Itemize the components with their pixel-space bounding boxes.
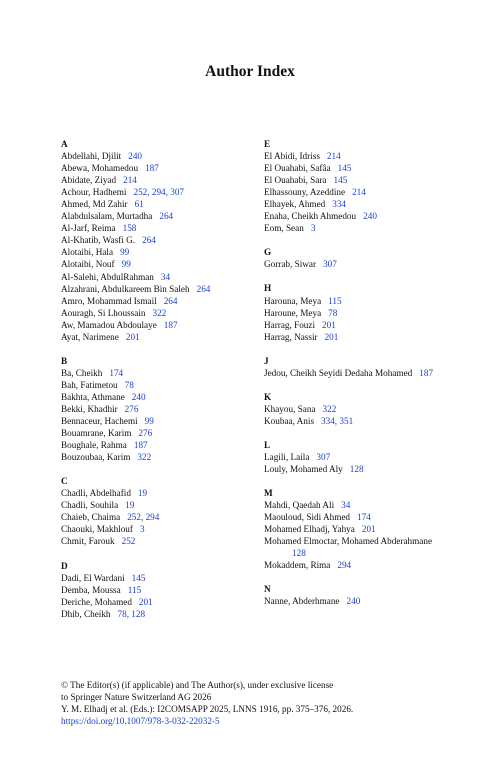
author-name: Dhib, Cheikh	[61, 608, 111, 619]
author-entry	[61, 271, 266, 283]
page-reference-link[interactable]: 34	[160, 271, 171, 282]
author-entry	[61, 523, 266, 535]
page-reference-link[interactable]: 201	[361, 524, 376, 535]
page-title: Author Index	[205, 63, 295, 80]
page-reference-link[interactable]: 99	[120, 247, 130, 258]
index-group-g	[264, 246, 494, 270]
author-entry	[61, 439, 266, 451]
page-reference-link[interactable]: 187	[133, 440, 148, 451]
author-name: Harrag, Fouzi	[264, 319, 316, 330]
page-reference-link[interactable]: 252, 294	[127, 512, 160, 523]
author-name: Elhayek, Ahmed	[264, 199, 326, 210]
author-name: Boughale, Rahma	[61, 440, 127, 451]
author-entry	[264, 367, 494, 379]
index-letter-heading: L	[264, 439, 271, 450]
author-name: Khayou, Sana	[264, 403, 316, 414]
author-name: Bah, Fatimetou	[61, 379, 118, 390]
author-name: Ba, Cheikh	[61, 367, 103, 378]
author-entry	[61, 210, 266, 222]
author-entry	[61, 427, 266, 439]
author-entry	[61, 174, 266, 186]
publisher-line: to Springer Nature Switzerland AG 2026	[61, 692, 212, 703]
page-reference-link[interactable]: 214	[326, 151, 341, 162]
author-name: Ayat, Narimene	[61, 331, 119, 342]
author-entry	[264, 451, 494, 463]
page-reference-link[interactable]: 276	[138, 428, 153, 439]
index-group-l	[264, 439, 494, 475]
page-reference-link[interactable]: 240	[346, 596, 361, 607]
author-entry	[264, 559, 494, 571]
author-name: Abdellahi, Djilit	[61, 151, 122, 162]
author-name: Mokaddem, Rima	[264, 560, 331, 571]
author-entry	[264, 174, 494, 186]
author-entry	[264, 222, 494, 234]
page-reference-link[interactable]: 61	[134, 199, 144, 210]
index-letter-heading: N	[264, 584, 271, 595]
author-name: Mohamed Elhadj, Yahya	[264, 524, 355, 535]
page-reference-link[interactable]: 3	[310, 223, 316, 234]
index-column-left	[61, 138, 266, 632]
author-name: Bakhta, Athmane	[61, 391, 125, 402]
index-group-c	[61, 475, 266, 547]
author-name: Gorrab, Siwar	[264, 259, 317, 270]
author-name: Enaha, Cheikh Ahmedou	[264, 211, 357, 222]
author-name: Al-Jarf, Reima	[61, 223, 116, 234]
index-letter-heading: A	[61, 139, 68, 149]
author-entry	[61, 572, 266, 584]
index-group-b	[61, 355, 266, 463]
author-name: Chaieb, Chaima	[61, 512, 121, 523]
author-entry	[264, 403, 494, 415]
author-name: Chmit, Farouk	[61, 536, 115, 547]
page-reference-link[interactable]: 264	[159, 211, 174, 222]
author-name: Chadli, Abdelhafid	[61, 488, 131, 499]
author-entry	[61, 246, 266, 258]
citation-line: Y. M. Elhadj et al. (Eds.): I2COMSAPP 2025, LNNS 1916, pp. 375–376, 2026.	[61, 704, 354, 715]
page-reference-link[interactable]: 78	[328, 307, 338, 318]
page-reference-link[interactable]: 307	[323, 259, 337, 270]
author-entry	[61, 487, 266, 499]
author-entry	[61, 415, 266, 427]
author-name: Harouna, Meya	[264, 295, 322, 306]
index-group-e	[264, 138, 494, 234]
index-group-j	[264, 355, 494, 379]
doi-link[interactable]: https://doi.org/10.1007/978-3-032-22032-5	[61, 716, 220, 727]
page-reference-link[interactable]: 187	[145, 163, 159, 174]
page-reference-link[interactable]: 145	[337, 163, 352, 174]
author-name: Haroune, Meya	[264, 307, 322, 318]
author-name: Abidate, Ziyad	[61, 175, 117, 186]
author-name: Abewa, Mohamedou	[61, 163, 139, 174]
index-group-a	[61, 138, 266, 343]
author-entry	[264, 535, 494, 559]
author-entry	[264, 258, 494, 270]
page-reference-link[interactable]: 214	[123, 175, 137, 186]
page-reference-link[interactable]: 99	[121, 259, 131, 270]
author-entry	[264, 595, 494, 607]
page-reference-link[interactable]: 128	[349, 464, 364, 475]
page-reference-link[interactable]: 240	[128, 151, 143, 162]
copyright-footer	[61, 679, 353, 727]
index-group-d	[61, 560, 266, 620]
page-reference-link[interactable]: 201	[125, 331, 140, 342]
author-name: Mohamed Elmoctar, Mohamed Abderahmane	[264, 536, 433, 547]
author-entry	[61, 234, 266, 246]
author-entry	[61, 511, 266, 523]
author-entry	[264, 307, 494, 319]
page-reference-link[interactable]: 115	[328, 295, 342, 306]
index-letter-heading: M	[264, 488, 273, 499]
author-entry	[61, 186, 266, 198]
author-name: Bouamrane, Karim	[61, 428, 132, 439]
page-reference-link[interactable]: 252, 294, 307	[133, 187, 184, 198]
author-name: El Abidi, Idriss	[264, 151, 320, 162]
author-entry	[61, 283, 266, 295]
author-entry	[61, 391, 266, 403]
page-reference-link[interactable]: 78, 128	[117, 608, 146, 619]
author-name: El Ouahabi, Sara	[264, 175, 327, 186]
index-column-right	[264, 138, 494, 620]
author-entry	[61, 198, 266, 210]
author-name: Achour, Hadhemi	[61, 187, 127, 198]
page-reference-link[interactable]: 334, 351	[321, 415, 354, 426]
page-reference-link[interactable]: 174	[109, 367, 124, 378]
author-name: Chadli, Souhila	[61, 500, 119, 511]
author-entry	[264, 523, 494, 535]
author-name: Mahdi, Qaedah Ali	[264, 500, 335, 511]
index-letter-heading: H	[264, 283, 272, 294]
author-entry	[61, 222, 266, 234]
author-name: Dadi, El Wardani	[61, 572, 125, 583]
index-group-m	[264, 487, 494, 571]
author-name: Alotaibi, Hala	[61, 247, 114, 258]
author-name: Bennaceur, Hachemi	[61, 416, 138, 427]
page-reference-link[interactable]: 264	[142, 235, 156, 246]
author-name: Bouzoubaa, Karim	[61, 452, 131, 463]
author-name: Koubaa, Anis	[264, 415, 315, 426]
copyright-line: © The Editor(s) (if applicable) and The Author(s), under exclusive license	[61, 680, 334, 690]
index-letter-heading: C	[61, 476, 68, 487]
author-entry	[264, 186, 494, 198]
author-entry	[61, 451, 266, 463]
author-name: Alzahrani, Abdulkareem Bin Saleh	[61, 283, 190, 294]
author-entry	[61, 331, 266, 343]
author-name: Jedou, Cheikh Seyidi Dedaha Mohamed	[264, 367, 413, 378]
index-group-k	[264, 391, 494, 427]
index-letter-heading: J	[264, 355, 269, 366]
page-reference-link[interactable]: 264	[163, 295, 178, 306]
author-name: Aouragh, Si Lhoussain	[61, 307, 146, 318]
index-letter-heading: K	[264, 391, 272, 402]
author-entry	[264, 511, 494, 523]
page-reference-link[interactable]: 3	[139, 524, 145, 535]
author-name: Aw, Mamadou Abdoulaye	[61, 319, 157, 330]
author-entry	[264, 319, 494, 331]
index-letter-heading: G	[264, 247, 272, 258]
page-reference-link[interactable]: 115	[127, 584, 142, 595]
page-reference-link[interactable]: 99	[144, 416, 154, 427]
author-entry	[61, 608, 266, 620]
author-entry	[61, 379, 266, 391]
page-reference-link[interactable]: 322	[137, 452, 152, 463]
page-reference-link[interactable]: 201	[324, 331, 339, 342]
author-entry	[61, 162, 266, 174]
author-entry	[61, 499, 266, 511]
author-entry	[264, 499, 494, 511]
author-entry	[264, 162, 494, 174]
author-entry	[61, 295, 266, 307]
author-name: Al-Khatib, Wasfi G.	[61, 235, 136, 246]
author-name: Louly, Mohamed Aly	[264, 464, 343, 475]
index-group-n	[264, 583, 494, 607]
page-reference-link[interactable]: 174	[357, 512, 371, 523]
author-name: El Ouahabi, Safâa	[264, 163, 331, 174]
page-reference-link[interactable]: 145	[333, 175, 348, 186]
page-reference-link[interactable]: 294	[337, 560, 352, 571]
author-entry	[264, 331, 494, 343]
author-name: Bekki, Khadhir	[61, 403, 118, 414]
author-name: Eom, Sean	[264, 223, 304, 234]
author-entry	[264, 210, 494, 222]
author-name: Lagili, Laila	[264, 451, 310, 462]
author-entry	[264, 415, 494, 427]
author-name: Nanne, Abderhmane	[264, 596, 340, 607]
page-reference-link[interactable]: 322	[322, 403, 337, 414]
page-reference-link[interactable]: 145	[131, 572, 146, 583]
page-reference-link[interactable]: 158	[122, 223, 137, 234]
page-reference-link[interactable]: 334	[332, 199, 347, 210]
page-reference-link[interactable]: 214	[352, 187, 366, 198]
author-entry	[61, 367, 266, 379]
author-entry	[61, 258, 266, 270]
author-entry	[61, 150, 266, 162]
author-entry	[264, 198, 494, 210]
page-reference-link[interactable]: 19	[125, 500, 135, 511]
author-name: Deriche, Mohamed	[61, 596, 132, 607]
author-name: Ahmed, Md Zahir	[61, 199, 128, 210]
index-group-h	[264, 282, 494, 342]
index-letter-heading: E	[264, 139, 271, 149]
page-reference-link[interactable]: 128	[292, 548, 306, 559]
author-name: Alotaibi, Nouf	[61, 259, 115, 270]
author-name: Demba, Moussa	[61, 584, 121, 595]
author-entry	[61, 584, 266, 596]
page-reference-link[interactable]: 240	[131, 391, 146, 402]
author-entry	[264, 463, 494, 475]
page-reference-link[interactable]: 201	[138, 596, 153, 607]
author-entry	[61, 535, 266, 547]
page-reference-link[interactable]: 252	[121, 536, 136, 547]
page-reference-link[interactable]: 201	[322, 319, 336, 330]
page-reference-link[interactable]: 322	[152, 307, 167, 318]
author-name: Chaouki, Makhlouf	[61, 524, 133, 535]
page-reference-link[interactable]: 19	[137, 488, 148, 499]
page-reference-link[interactable]: 264	[196, 283, 211, 294]
index-letter-heading: B	[61, 355, 68, 366]
author-name: Amro, Mohammad Ismail	[61, 295, 157, 306]
page-reference-link[interactable]: 187	[419, 367, 434, 378]
author-entry	[264, 295, 494, 307]
page-reference-link[interactable]: 307	[316, 451, 331, 462]
author-name: Maouloud, Sidi Ahmed	[264, 512, 351, 523]
page-reference-link[interactable]: 78	[124, 379, 134, 390]
author-name: Harrag, Nassir	[264, 331, 318, 342]
author-name: Elhassouny, Azeddine	[264, 187, 346, 198]
author-entry	[61, 596, 266, 608]
page-reference-link[interactable]: 187	[163, 319, 178, 330]
page-reference-link[interactable]: 34	[341, 500, 351, 511]
author-name: Alabdulsalam, Murtadha	[61, 211, 153, 222]
author-entry	[264, 150, 494, 162]
index-letter-heading: D	[61, 560, 68, 571]
page-reference-link[interactable]: 240	[363, 211, 377, 222]
author-entry	[61, 307, 266, 319]
author-entry	[61, 319, 266, 331]
author-name: Al-Salehi, AbdulRahman	[61, 271, 154, 282]
author-entry	[61, 403, 266, 415]
page-reference-link[interactable]: 276	[124, 403, 139, 414]
